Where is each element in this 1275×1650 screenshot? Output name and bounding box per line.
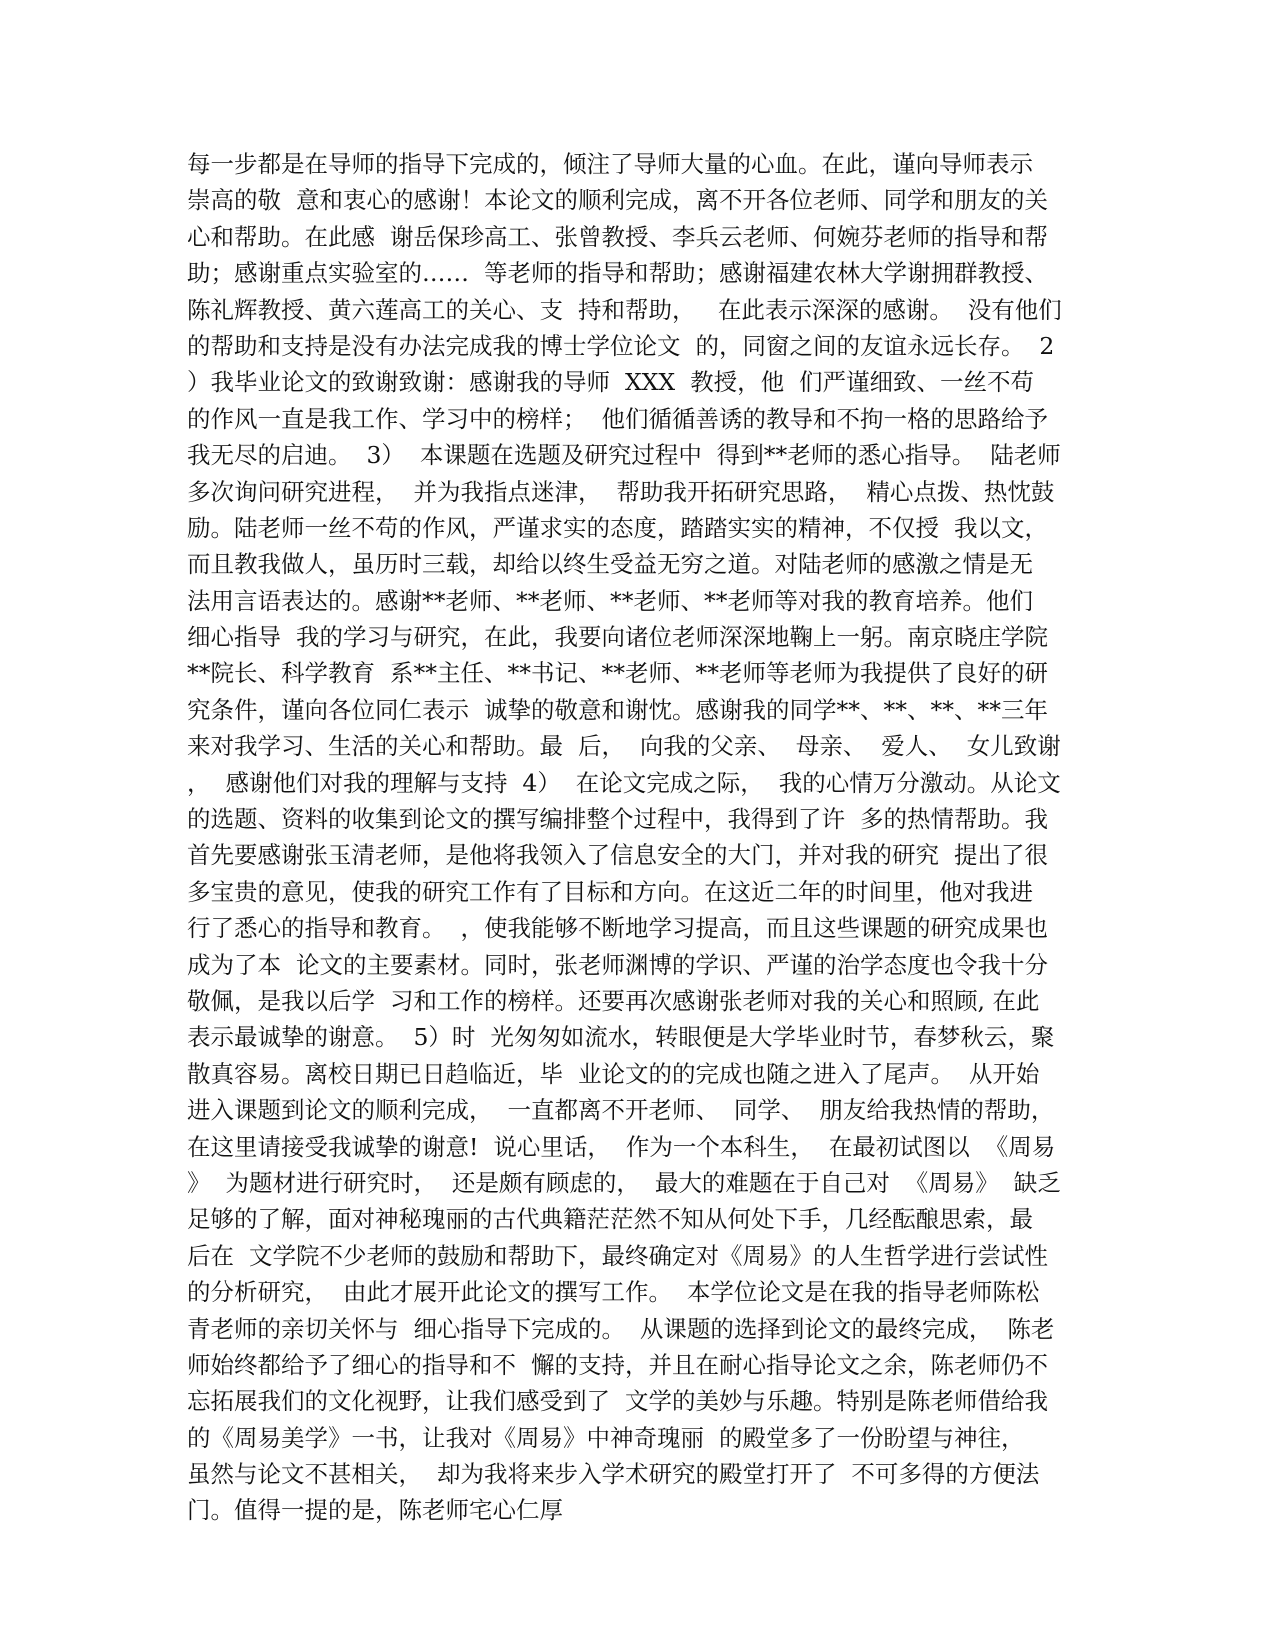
text-line: 敬佩，是我以后学 习和工作的榜样。还要再次感谢张老师对我的关心和照顾, 在此	[187, 986, 1040, 1015]
text-line: 心和帮助。在此感 谢岳保珍高工、张曾教授、李兵云老师、何婉芬老师的指导和帮	[187, 222, 1048, 251]
text-line: 行了悉心的指导和教育。 ，使我能够不断地学习提高，而且这些课题的研究成果也	[187, 914, 1048, 943]
text-line: 来对我学习、生活的关心和帮助。最 后， 向我的父亲、 母亲、 爱人、 女儿致谢	[187, 732, 1061, 761]
text-line: 细心指导 我的学习与研究，在此，我要向诸位老师深深地鞠上一躬。南京晓庄学院	[187, 623, 1048, 652]
text-line: 每一步都是在导师的指导下完成的，倾注了导师大量的心血。在此，谨向导师表示	[187, 150, 1033, 178]
text-line: 多宝贵的意见，使我的研究工作有了目标和方向。在这近二年的时间里，他对我进	[187, 877, 1033, 906]
text-line: **院长、科学教育 系**主任、**书记、**老师、**老师等老师为我提供了良好的研	[187, 659, 1048, 688]
text-line: 我无尽的启迪。 3） 本课题在选题及研究过程中 得到**老师的悉心指导。 陆老师	[187, 441, 1061, 470]
text-line: 陈礼辉教授、黄六莲高工的关心、支 持和帮助， 在此表示深深的感谢。 没有他们	[187, 295, 1062, 324]
text-line: 首先要感谢张玉清老师，是他将我领入了信息安全的大门，并对我的研究 提出了很	[187, 841, 1048, 870]
text-line: 在这里请接受我诚挚的谢意! 说心里话， 作为一个本科生， 在最初试图以 《周易	[187, 1132, 1056, 1161]
text-line: 散真容易。离校日期已日趋临近，毕 业论文的的完成也随之进入了尾声。 从开始	[187, 1059, 1040, 1088]
text-line: 》 为题材进行研究时， 还是颇有顾虑的， 最大的难题在于自己对 《周易》 缺乏	[187, 1168, 1061, 1197]
text-line: 师始终都给予了细心的指导和不 懈的支持，并且在耐心指导论文之余，陈老师仍不	[187, 1350, 1048, 1379]
text-line: 虽然与论文不甚相关， 却为我将来步入学术研究的殿堂打开了 不可多得的方便法	[187, 1460, 1040, 1489]
text-line: 青老师的亲切关怀与 细心指导下完成的。 从课题的选择到论文的最终完成， 陈老	[187, 1314, 1055, 1343]
text-line: 励。陆老师一丝不苟的作风，严谨求实的态度，踏踏实实的精神，不仅授 我以文，	[187, 513, 1048, 542]
text-line: 而且教我做人，虽历时三载，却给以终生受益无穷之道。对陆老师的感激之情是无	[187, 550, 1033, 579]
text-line: 进入课题到论文的顺利完成， 一直都离不开老师、 同学、 朋友给我热情的帮助，	[187, 1096, 1055, 1125]
text-line: 的作风一直是我工作、学习中的榜样； 他们循循善诱的教导和不拘一格的思路给予	[187, 404, 1048, 433]
text-line: 的分析研究， 由此才展开此论文的撰写工作。 本学位论文是在我的指导老师陈松	[187, 1278, 1040, 1307]
text-line: 的选题、资料的收集到论文的撰写编排整个过程中，我得到了许 多的热情帮助。我	[187, 805, 1048, 834]
text-line: 究条件，谨向各位同仁表示 诚挚的敬意和谢忱。感谢我的同学**、**、**、**三年	[187, 695, 1048, 724]
text-line: 足够的了解，面对神秘瑰丽的古代典籍茫茫然不知从何处下手，几经酝酿思索，最	[187, 1205, 1033, 1234]
text-line: ）我毕业论文的致谢致谢：感谢我的导师 XXX 教授，他 们严谨细致、一丝不苟	[187, 368, 1035, 397]
text-line: 助；感谢重点实验室的…… 等老师的指导和帮助；感谢福建农林大学谢拥群教授、	[187, 259, 1048, 288]
text-line: 忘拓展我们的文化视野，让我们感受到了 文学的美妙与乐趣。特别是陈老师借给我	[187, 1387, 1048, 1416]
text-line: 成为了本 论文的主要素材。同时，张老师渊博的学识、严谨的治学态度也令我十分	[187, 950, 1048, 979]
text-line: 表示最诚挚的谢意。 5）时 光匆匆如流水，转眼便是大学毕业时节，春梦秋云，聚	[187, 1023, 1055, 1052]
text-line: 法用言语表达的。感谢**老师、**老师、**老师、**老师等对我的教育培养。他们	[187, 586, 1033, 615]
text-line: 的帮助和支持是没有办法完成我的博士学位论文 的，同窗之间的友谊永远长存。 2	[187, 331, 1055, 360]
text-line: 多次询问研究进程， 并为我指点迷津， 帮助我开拓研究思路， 精心点拨、热忱鼓	[187, 477, 1055, 506]
text-line: 后在 文学院不少老师的鼓励和帮助下，最终确定对《周易》的人生哲学进行尝试性	[187, 1241, 1048, 1270]
text-line: 的《周易美学》一书，让我对《周易》中神奇瑰丽 的殿堂多了一份盼望与神往，	[187, 1423, 1025, 1452]
text-line: 崇高的敬 意和衷心的感谢！本论文的顺利完成，离不开各位老师、同学和朋友的关	[187, 186, 1048, 215]
text-line: 门。值得一提的是，陈老师宅心仁厚	[187, 1496, 563, 1525]
text-line: ， 感谢他们对我的理解与支持 4） 在论文完成之际， 我的心情万分激动。从论文	[187, 768, 1061, 797]
body-text	[187, 146, 1087, 1529]
